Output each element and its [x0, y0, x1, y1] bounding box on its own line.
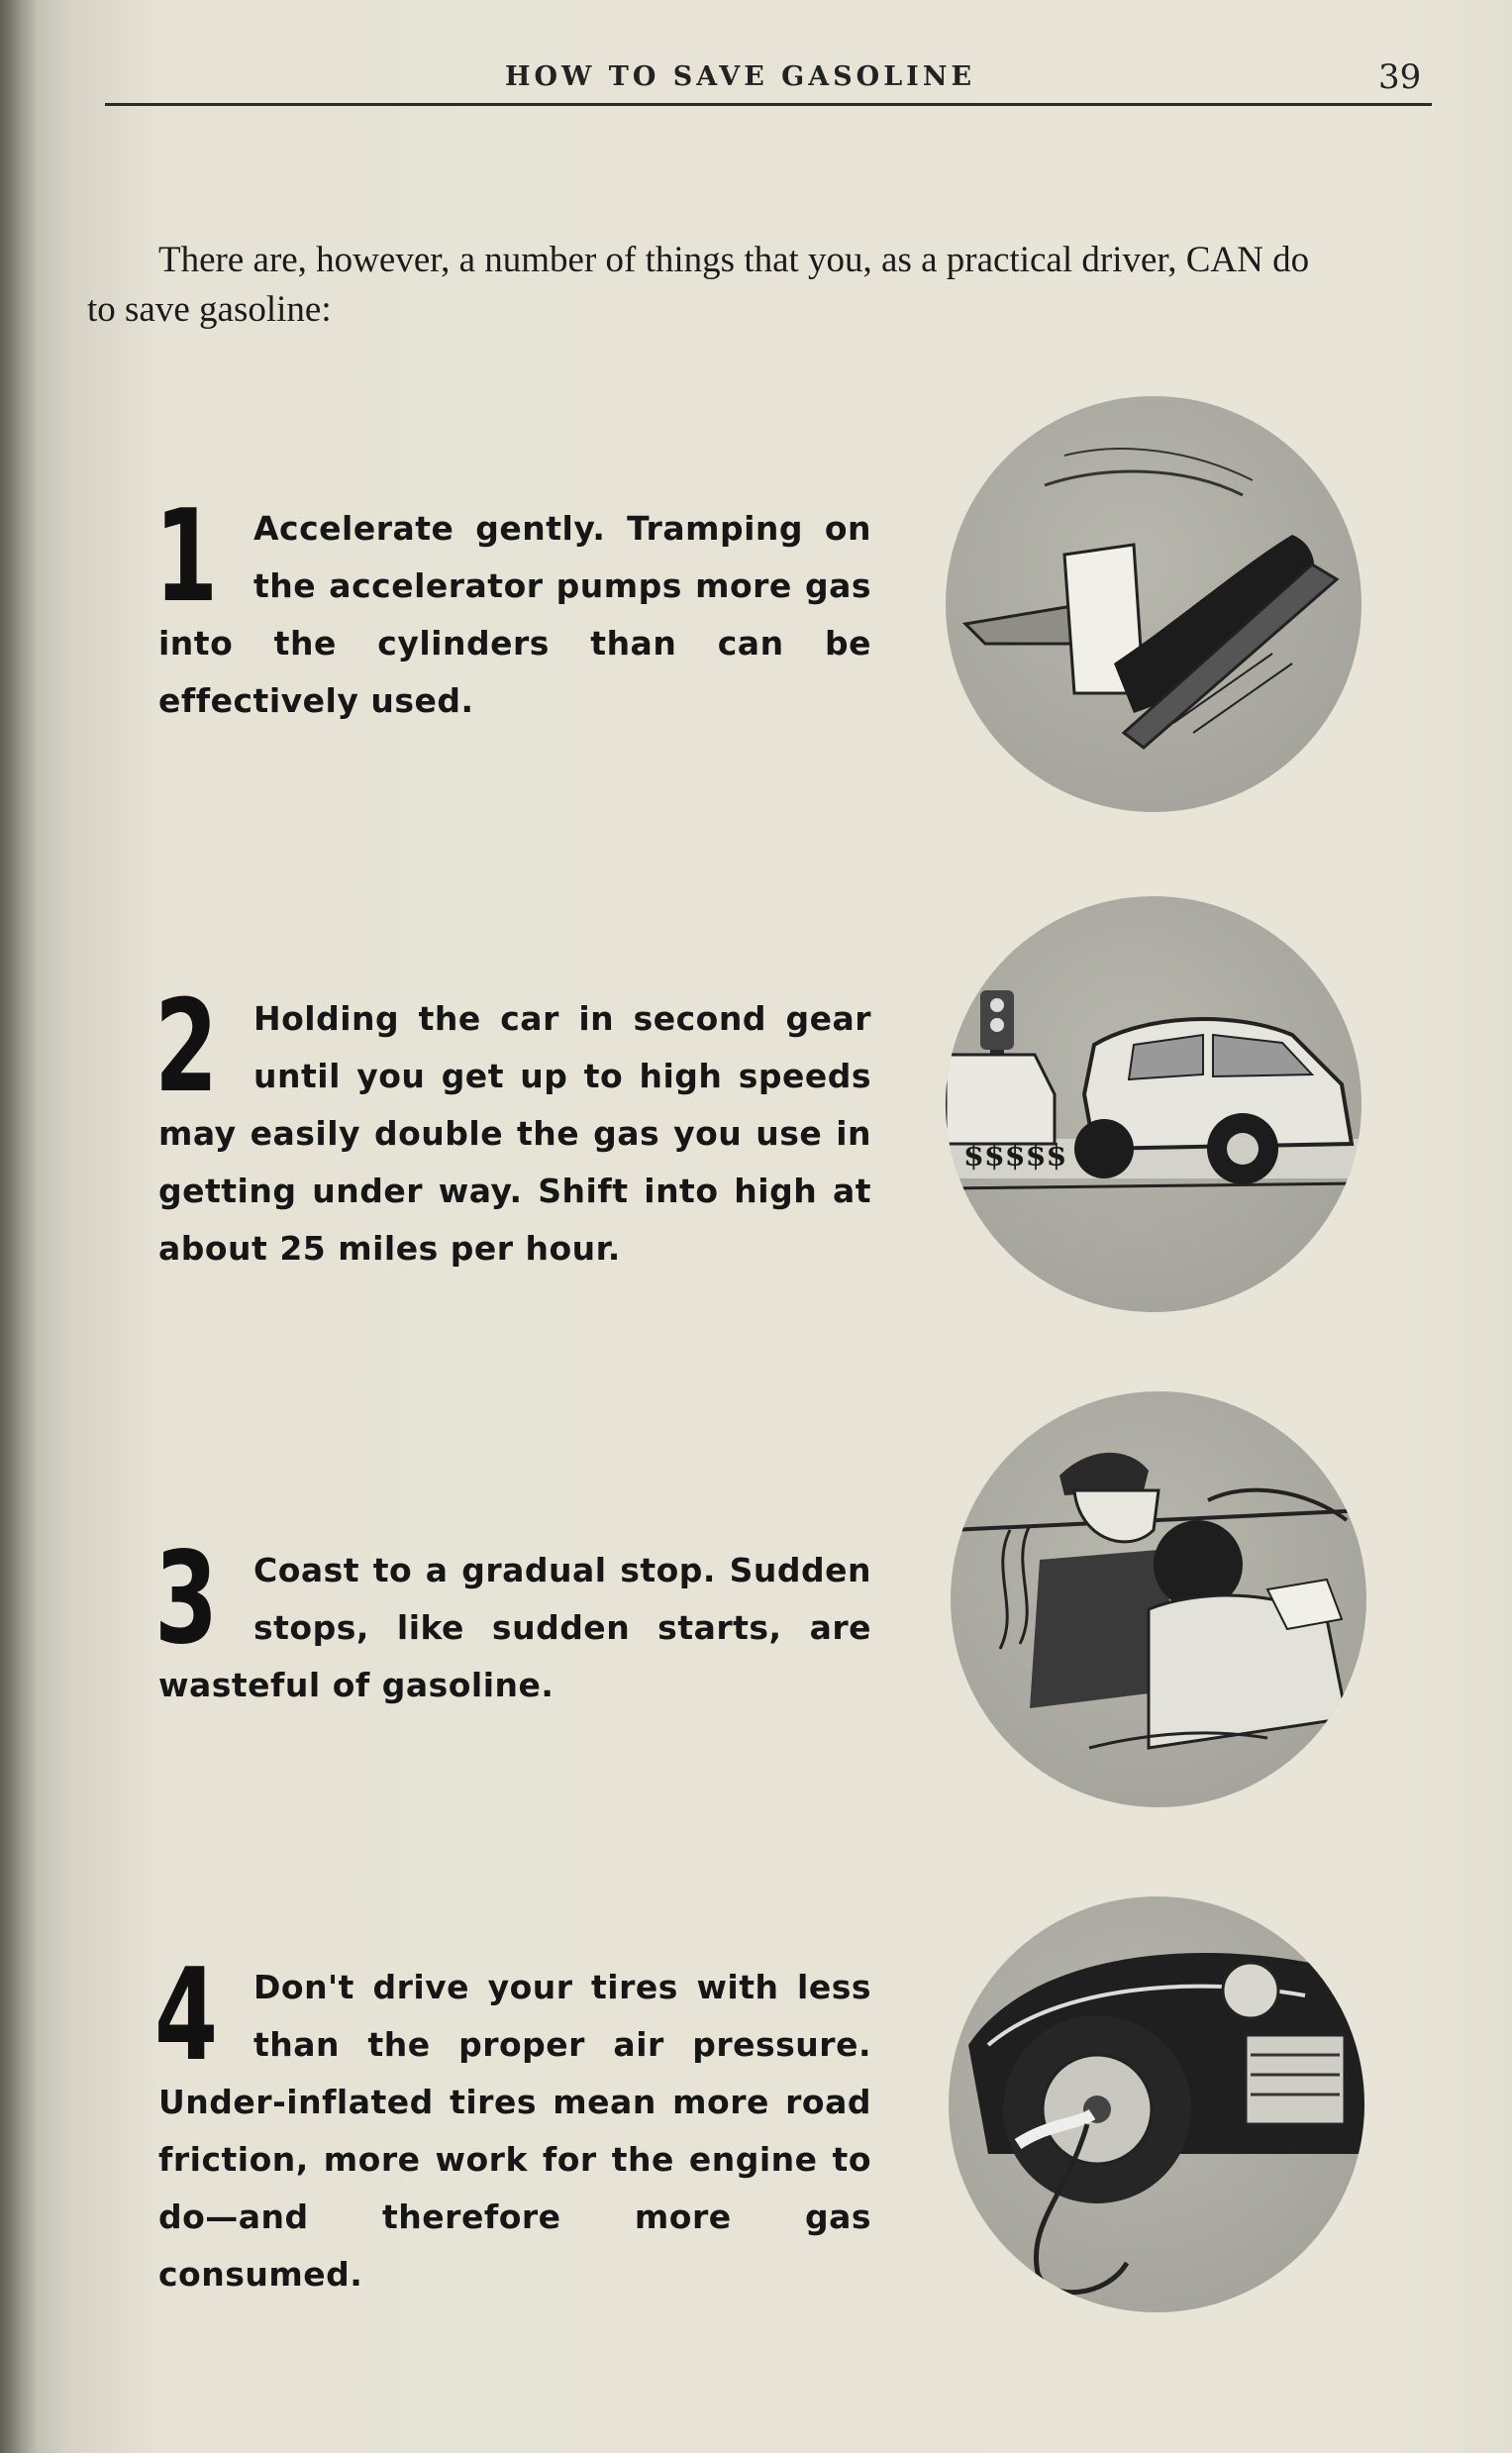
- car-drawing: [946, 896, 1361, 1312]
- header-rule: [105, 103, 1432, 106]
- tip-4-text: Don't drive your tires with less than the proper air pressure. Under-inflated tires mean more road friction, more work for the engine to do—and therefore more gas consumed.: [158, 1968, 871, 2294]
- tip-2-number: 2: [154, 973, 219, 1121]
- tip-4-number: 4: [154, 1942, 219, 2090]
- tire-inflation-illustration: [949, 1896, 1364, 2312]
- page-number: 39: [1378, 57, 1422, 97]
- tip-1-text: Accelerate gently. Tramping on the accelerator pumps more gas into the cylinders than can be effectively used.: [158, 509, 871, 720]
- car-at-traffic-light-illustration: [946, 896, 1361, 1312]
- tip-2-text: Holding the car in second gear until you get up to high speeds may easily double the gas you use in getting under way. Shift into high at about 25 miles per hour.: [158, 999, 871, 1268]
- foot-on-accelerator-illustration: [946, 396, 1361, 812]
- tip-3-text: Coast to a gradual stop. Sudden stops, like sudden starts, are wasteful of gasoline.: [158, 1551, 871, 1704]
- intro-paragraph: There are, however, a number of things that you, as a practical driver, CAN do to save gasoline:: [87, 240, 1310, 330]
- tire-drawing: [949, 1896, 1364, 2312]
- tip-4: [154, 1942, 871, 2303]
- spine-shadow: [0, 0, 38, 2453]
- running-head: HOW TO SAVE GASOLINE: [505, 61, 976, 92]
- sudden-stop-illustration: [951, 1391, 1366, 1807]
- tip-3: [154, 1525, 871, 1714]
- foot-pedal-drawing: [946, 396, 1361, 812]
- passengers-drawing: [951, 1391, 1366, 1807]
- tip-1-number: 1: [154, 483, 219, 631]
- exhaust-dollar-signs: $$$$$: [963, 1139, 1067, 1174]
- tip-3-number: 3: [154, 1525, 219, 1673]
- tip-2: [154, 973, 871, 1278]
- tip-1: [154, 483, 871, 730]
